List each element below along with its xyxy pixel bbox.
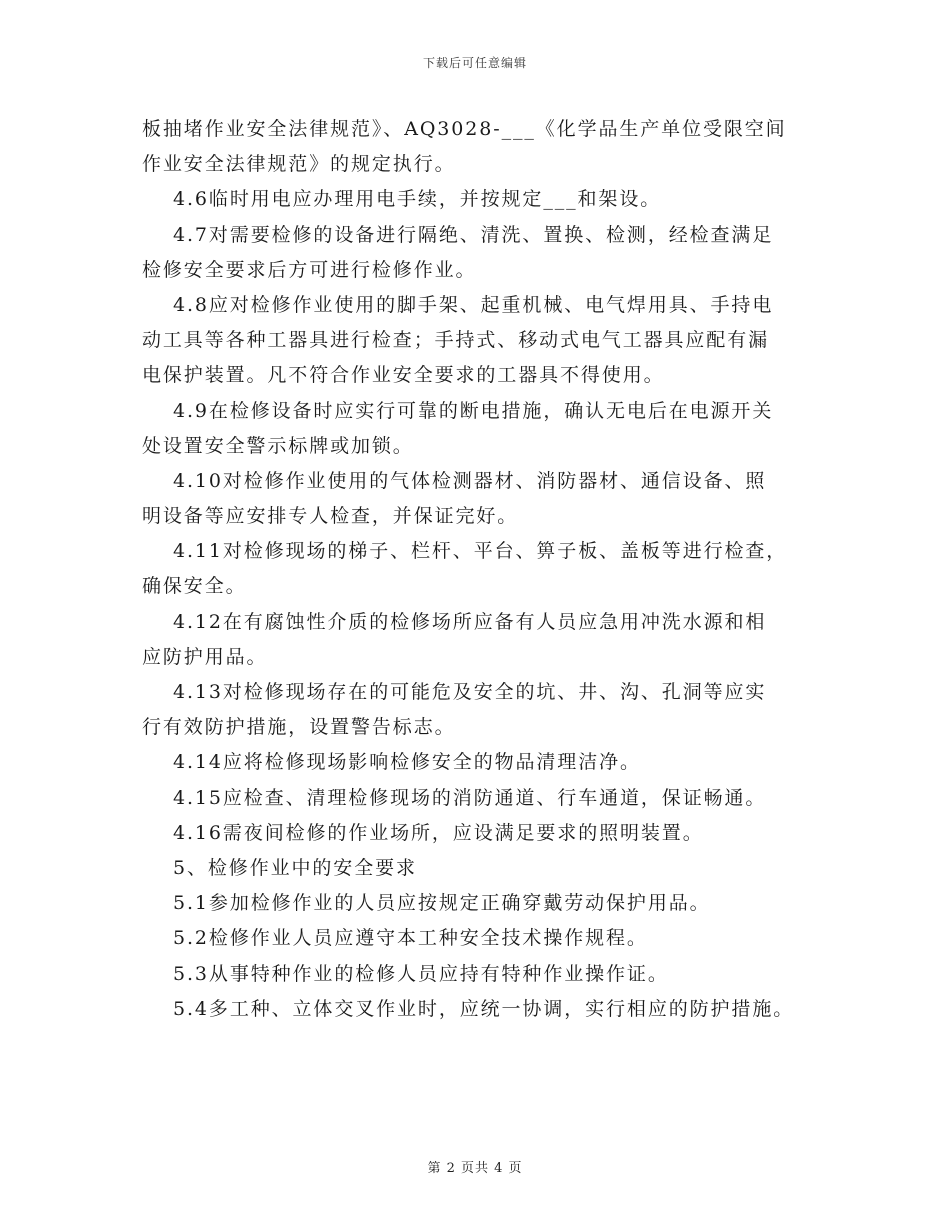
page-header: 下载后可任意编辑	[422, 56, 527, 70]
text-line: 5.2检修作业人员应遵守本工种安全技术操作规程。	[173, 927, 648, 950]
text-line: 作业安全法律规范》的规定执行。	[142, 153, 456, 176]
section-heading: 5、检修作业中的安全要求	[173, 856, 417, 879]
text-line: 行有效防护措施，设置警告标志。	[142, 716, 456, 739]
text-line: 5.3从事特种作业的检修人员应持有特种作业操作证。	[173, 962, 669, 985]
text-line: 动工具等各种工器具进行检查；手持式、移动式电气工器具应配有漏	[142, 329, 770, 352]
text-line: 确保安全。	[142, 575, 247, 598]
text-line: 5.1参加检修作业的人员应按规定正确穿戴劳动保护用品。	[173, 892, 711, 915]
text-line: 4.15应检查、清理检修现场的消防通道、行车通道，保证畅通。	[173, 786, 767, 809]
text-line: 应防护用品。	[142, 645, 268, 668]
text-line: 4.16需夜间检修的作业场所，应设满足要求的照明装置。	[173, 821, 704, 844]
text-line: 4.9在检修设备时应实行可靠的断电措施，确认无电后在电源开关	[173, 399, 774, 422]
text-line: 检修安全要求后方可进行检修作业。	[142, 258, 477, 281]
page-footer: 第 2 页共 4 页	[427, 1161, 523, 1176]
text-line: 4.13对检修现场存在的可能危及安全的坑、井、沟、孔洞等应实	[173, 681, 767, 703]
text-line: 4.11对检修现场的梯子、栏杆、平台、箅子板、盖板等进行检查，	[173, 540, 788, 563]
text-line: 4.12在有腐蚀性介质的检修场所应备有人员应急用冲洗水源和相	[173, 610, 767, 633]
text-line: 4.10对检修作业使用的气体检测器材、消防器材、通信设备、照	[173, 469, 767, 492]
text-line: 4.6临时用电应办理用电手续，并按规定___和架设。	[173, 188, 662, 211]
text-line: 5.4多工种、立体交叉作业时，应统一协调，实行相应的防护措施。	[173, 997, 795, 1020]
text-line: 4.14应将检修现场影响检修安全的物品清理洁净。	[173, 751, 641, 774]
text-line: 处设置安全警示标牌或加锁。	[142, 434, 414, 457]
text-line: 4.7对需要检修的设备进行隔绝、清洗、置换、检测，经检查满足	[173, 223, 774, 246]
text-line: 电保护装置。凡不符合作业安全要求的工器具不得使用。	[142, 364, 665, 387]
text-line: 板抽堵作业安全法律规范》、AQ3028-___《化学品生产单位受限空间	[142, 118, 787, 140]
text-line: 明设备等应安排专人检查，并保证完好。	[142, 505, 519, 528]
document-body	[142, 112, 842, 1027]
text-line: 4.8应对检修作业使用的脚手架、起重机械、电气焊用具、手持电	[173, 293, 774, 316]
